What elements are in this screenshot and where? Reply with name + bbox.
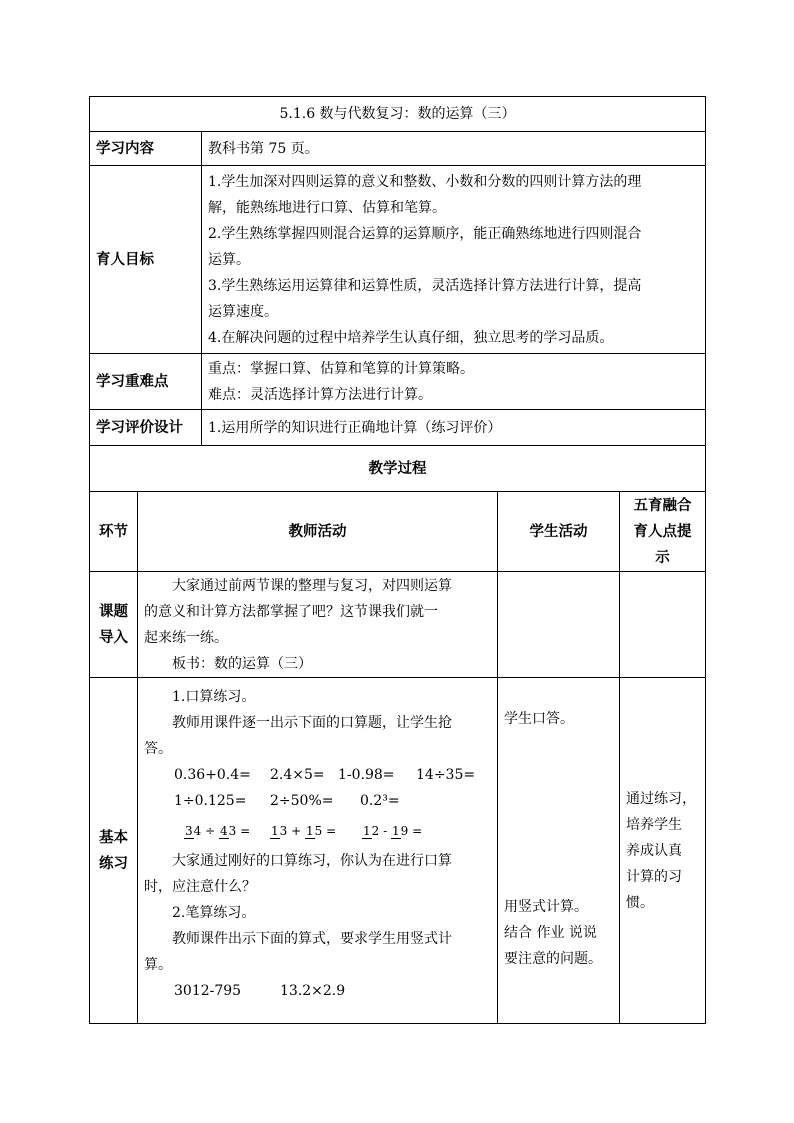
intro-line: 板书：数的运算（三） <box>172 655 312 672</box>
header-five <box>620 492 706 572</box>
five-note: 养成认真 <box>626 842 682 859</box>
mental-item: 2.4×5= <box>270 767 325 783</box>
header-five-line: 五育融合 <box>633 497 692 514</box>
fraction-expr: 13 + 15 = <box>271 823 337 838</box>
intro-stage-line: 导入 <box>99 629 128 646</box>
fraction-expr: 34 ÷ 43 = <box>185 823 251 838</box>
basic-line: 教师用课件逐一出示下面的口算题，让学生抢 <box>172 715 452 731</box>
basic-line: 答。 <box>144 741 172 757</box>
intro-five <box>620 572 706 678</box>
mental-item: 14÷35= <box>416 767 476 783</box>
goal-line: 运算速度。 <box>208 303 278 320</box>
header-five-line: 育人点提 <box>633 523 692 540</box>
fraction: 19 <box>392 823 409 838</box>
basic-teacher <box>138 678 498 1024</box>
student-note: 结合 作业 说说 <box>504 925 597 941</box>
fraction: 34 <box>185 823 202 838</box>
fraction-row <box>144 814 491 848</box>
goals-list <box>202 166 706 354</box>
written-item: 13.2×2.9 <box>280 983 346 999</box>
basic-line: 1.口算练习。 <box>172 689 256 705</box>
goal-line: 2.学生熟练掌握四则混合运算的运算顺序，能正确熟练地进行四则混合 <box>208 225 642 242</box>
content-value: 教科书第 75 页。 <box>202 132 706 166</box>
key-points <box>202 354 706 410</box>
goal-line: 运算。 <box>208 251 250 268</box>
intro-teacher <box>138 572 498 678</box>
intro-stage <box>90 572 138 678</box>
goals-label: 育人目标 <box>90 166 202 354</box>
written-math-row <box>144 978 491 1004</box>
header-student: 学生活动 <box>498 492 620 572</box>
student-note: 用竖式计算。 <box>504 899 588 915</box>
intro-student <box>498 572 620 678</box>
mental-item: 0.2³= <box>360 793 400 809</box>
basic-stage-line: 基本 <box>99 829 128 846</box>
student-answer: 学生口答。 <box>504 711 574 727</box>
fraction: 15 <box>306 823 323 838</box>
lesson-title: 5.1.6 数与代数复习：数的运算（三） <box>90 97 706 132</box>
plan-table <box>89 96 706 1024</box>
goal-line: 4.在解决问题的过程中培养学生认真仔细，独立思考的学习品质。 <box>208 329 614 346</box>
written-item: 3012-795 <box>174 983 242 999</box>
basic-line: 2.笔算练习。 <box>172 905 256 921</box>
header-five-line: 示 <box>655 549 670 566</box>
content-label: 学习内容 <box>90 132 202 166</box>
key-point: 难点：灵活选择计算方法进行计算。 <box>208 386 432 403</box>
key-label: 学习重难点 <box>90 354 202 410</box>
intro-stage-line: 课题 <box>99 603 128 620</box>
fraction-expr: 12 - 19 = <box>363 823 423 838</box>
lesson-plan <box>89 96 705 1024</box>
mental-math-row-2 <box>144 788 491 814</box>
goal-line: 解，能熟练地进行口算、估算和笔算。 <box>208 199 446 216</box>
eval-label: 学习评价设计 <box>90 410 202 446</box>
process-title: 教学过程 <box>90 446 706 492</box>
basic-stage <box>90 678 138 1024</box>
five-note: 计算的习 <box>626 868 682 885</box>
mental-item: 2÷50%= <box>270 793 334 809</box>
basic-line: 时，应注意什么？ <box>144 879 256 895</box>
fraction: 43 <box>220 823 237 838</box>
basic-line: 算。 <box>144 957 172 973</box>
mental-item: 1÷0.125= <box>174 793 247 809</box>
intro-line: 大家通过前两节课的整理与复习，对四则运算 <box>172 577 452 594</box>
eval-value: 1.运用所学的知识进行正确地计算（练习评价） <box>202 410 706 446</box>
intro-line: 起来练一练。 <box>144 629 228 646</box>
mental-item: 0.36+0.4= <box>174 767 251 783</box>
basic-line: 大家通过刚好的口算练习，你认为在进行口算 <box>172 853 452 869</box>
mental-math-row-1 <box>144 762 491 788</box>
basic-line: 教师课件出示下面的算式，要求学生用竖式计 <box>172 931 452 947</box>
fraction: 12 <box>363 823 380 838</box>
header-stage: 环节 <box>90 492 138 572</box>
header-teacher: 教师活动 <box>138 492 498 572</box>
five-note: 培养学生 <box>626 816 682 833</box>
basic-stage-line: 练习 <box>99 855 128 872</box>
basic-five <box>620 678 706 1024</box>
student-note: 要注意的问题。 <box>504 951 602 967</box>
five-note: 惯。 <box>626 894 654 911</box>
intro-line: 的意义和计算方法都掌握了吧？这节课我们就一 <box>144 603 438 620</box>
goal-line: 1.学生加深对四则运算的意义和整数、小数和分数的四则计算方法的理 <box>208 173 642 190</box>
key-point: 重点：掌握口算、估算和笔算的计算策略。 <box>208 360 474 377</box>
goal-line: 3.学生熟练运用运算律和运算性质，灵活选择计算方法进行计算，提高 <box>208 277 642 294</box>
fraction: 13 <box>271 823 288 838</box>
five-note: 通过练习， <box>626 790 696 807</box>
mental-item: 1-0.98= <box>338 767 395 783</box>
basic-student <box>498 678 620 1024</box>
